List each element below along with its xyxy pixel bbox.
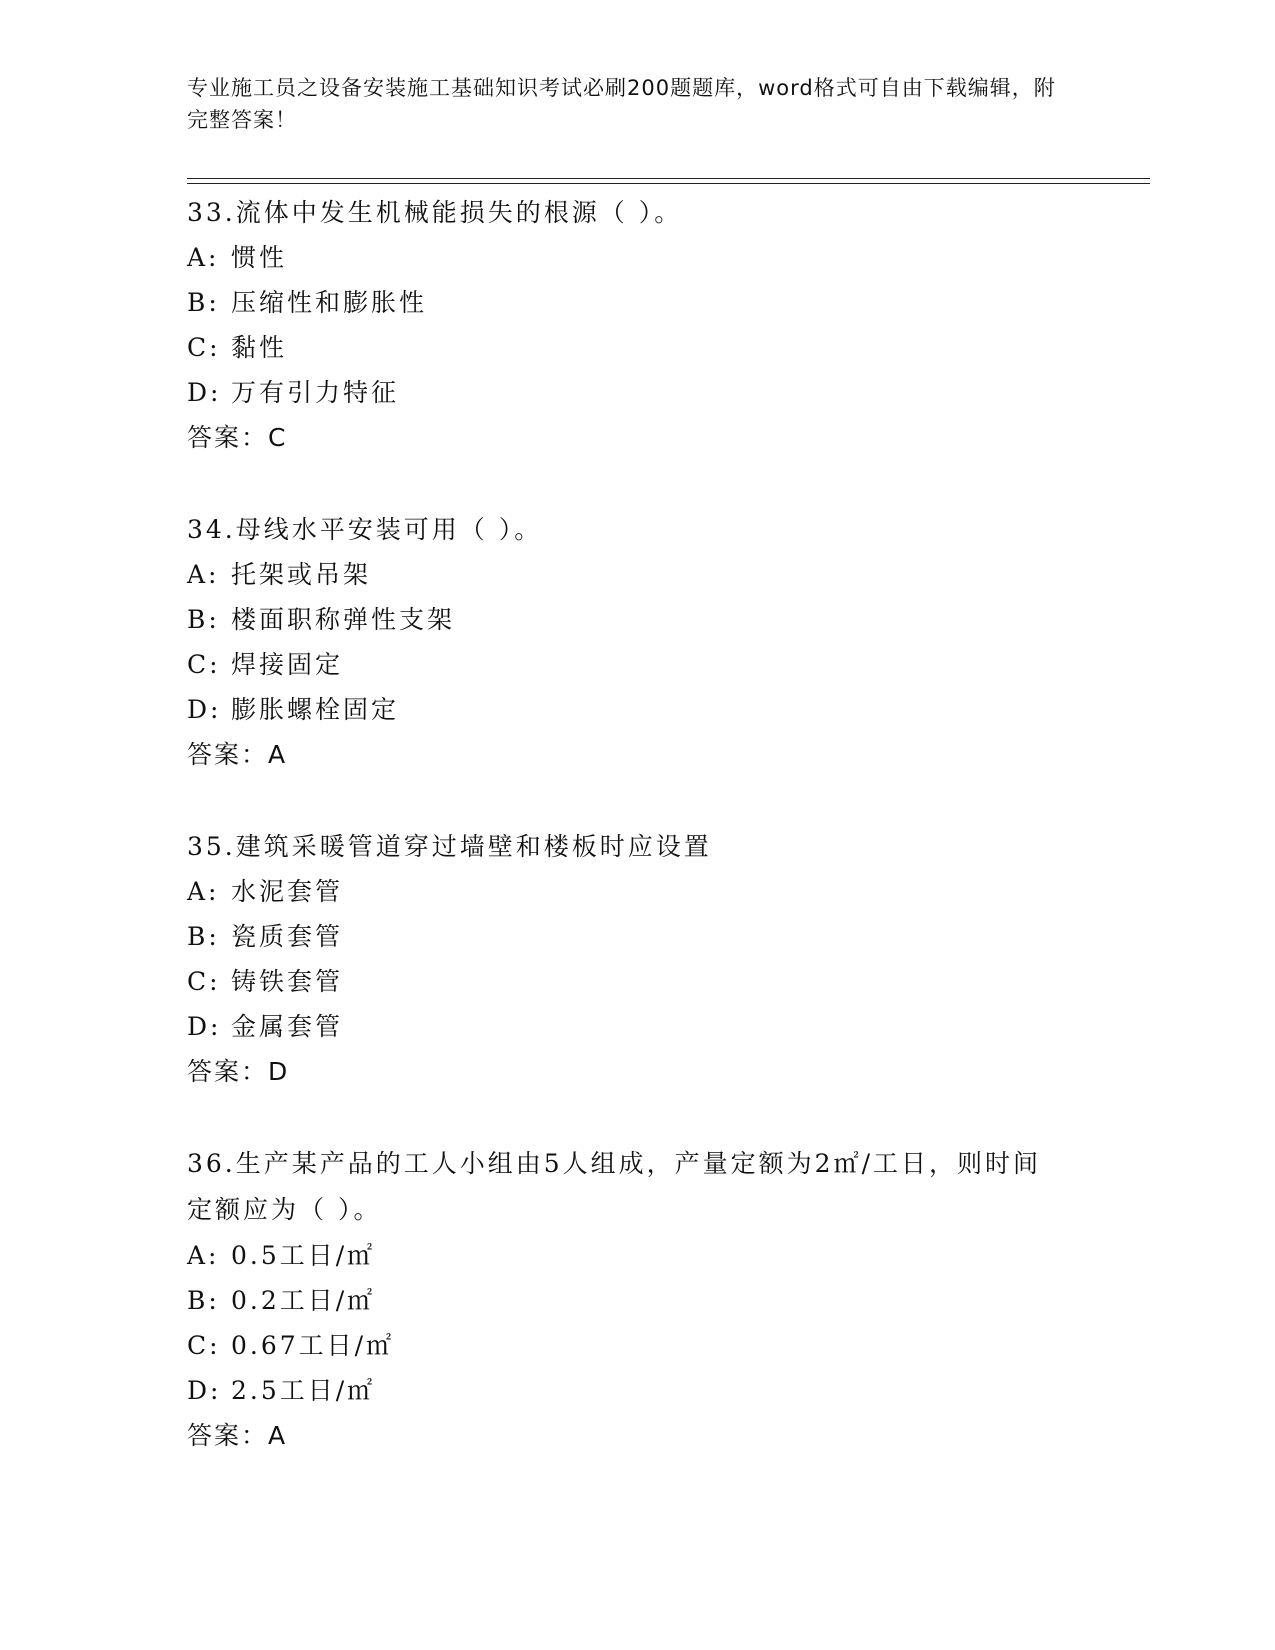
option-text: 托架或吊架 <box>231 560 372 589</box>
option-key: C: <box>187 333 221 362</box>
option-key: C: <box>187 967 221 996</box>
option-key: A: <box>187 877 220 906</box>
option-d <box>187 370 1087 415</box>
answer-value: A <box>268 1421 288 1450</box>
answer-label: 答案： <box>187 423 269 452</box>
option-c <box>187 642 1087 687</box>
option-key: D: <box>187 1012 222 1041</box>
option-a <box>187 1233 1087 1278</box>
option-c <box>187 325 1087 370</box>
option-text: 0.2工日/㎡ <box>231 1286 376 1315</box>
question-35 <box>187 824 1087 1094</box>
option-c <box>187 959 1087 1004</box>
question-stem: 36.生产某产品的工人小组由5人组成，产量定额为2㎡/工日，则时间定额应为（ ）。 <box>187 1149 1041 1224</box>
answer-value: D <box>268 1057 290 1086</box>
answer-line <box>187 732 1087 777</box>
question-stem: 34.母线水平安装可用（ ）。 <box>187 515 543 544</box>
option-b <box>187 1278 1087 1323</box>
option-key: C: <box>187 650 221 679</box>
option-key: B: <box>187 605 220 634</box>
option-b <box>187 280 1087 325</box>
option-text: 黏性 <box>231 333 288 362</box>
option-text: 楼面职称弹性支架 <box>231 605 456 634</box>
answer-label: 答案： <box>187 1057 269 1086</box>
question-36 <box>187 1141 1087 1458</box>
option-key: A: <box>187 243 220 272</box>
answer-label: 答案： <box>187 740 269 769</box>
option-text: 瓷质套管 <box>231 922 344 951</box>
option-key: B: <box>187 288 220 317</box>
option-text: 水泥套管 <box>231 877 344 906</box>
option-text: 0.5工日/㎡ <box>231 1241 376 1270</box>
option-text: 万有引力特征 <box>231 378 400 407</box>
option-a <box>187 235 1087 280</box>
option-d <box>187 1368 1087 1413</box>
option-text: 惯性 <box>231 243 288 272</box>
option-d <box>187 1004 1087 1049</box>
answer-value: C <box>268 423 288 452</box>
option-text: 0.67工日/㎡ <box>231 1331 395 1360</box>
option-text: 焊接固定 <box>231 650 344 679</box>
answer-value: A <box>268 740 288 769</box>
option-a <box>187 552 1087 597</box>
option-c <box>187 1323 1087 1368</box>
option-text: 2.5工日/㎡ <box>231 1376 376 1405</box>
question-34 <box>187 507 1087 777</box>
option-text: 铸铁套管 <box>231 967 344 996</box>
option-d <box>187 687 1087 732</box>
option-key: B: <box>187 922 220 951</box>
option-key: A: <box>187 1241 220 1270</box>
option-a <box>187 869 1087 914</box>
option-key: D: <box>187 378 222 407</box>
document-header: 专业施工员之设备安装施工基础知识考试必刷200题题库，word格式可自由下载编辑，附完整答案！ <box>187 76 1056 132</box>
option-b <box>187 597 1087 642</box>
option-key: B: <box>187 1286 220 1315</box>
option-b <box>187 914 1087 959</box>
option-key: C: <box>187 1331 221 1360</box>
answer-line <box>187 1413 1087 1458</box>
answer-label: 答案： <box>187 1421 269 1450</box>
option-key: D: <box>187 1376 222 1405</box>
question-stem: 33.流体中发生机械能损失的根源（ ）。 <box>187 198 683 227</box>
option-key: A: <box>187 560 220 589</box>
option-text: 压缩性和膨胀性 <box>231 288 428 317</box>
option-key: D: <box>187 695 222 724</box>
question-stem: 35.建筑采暖管道穿过墙壁和楼板时应设置 <box>187 832 712 861</box>
answer-line <box>187 1049 1087 1094</box>
header-divider-bottom <box>187 183 1150 184</box>
header-divider-top <box>187 178 1150 179</box>
answer-line <box>187 415 1087 460</box>
option-text: 膨胀螺栓固定 <box>231 695 400 724</box>
option-text: 金属套管 <box>231 1012 344 1041</box>
question-33 <box>187 190 1087 460</box>
